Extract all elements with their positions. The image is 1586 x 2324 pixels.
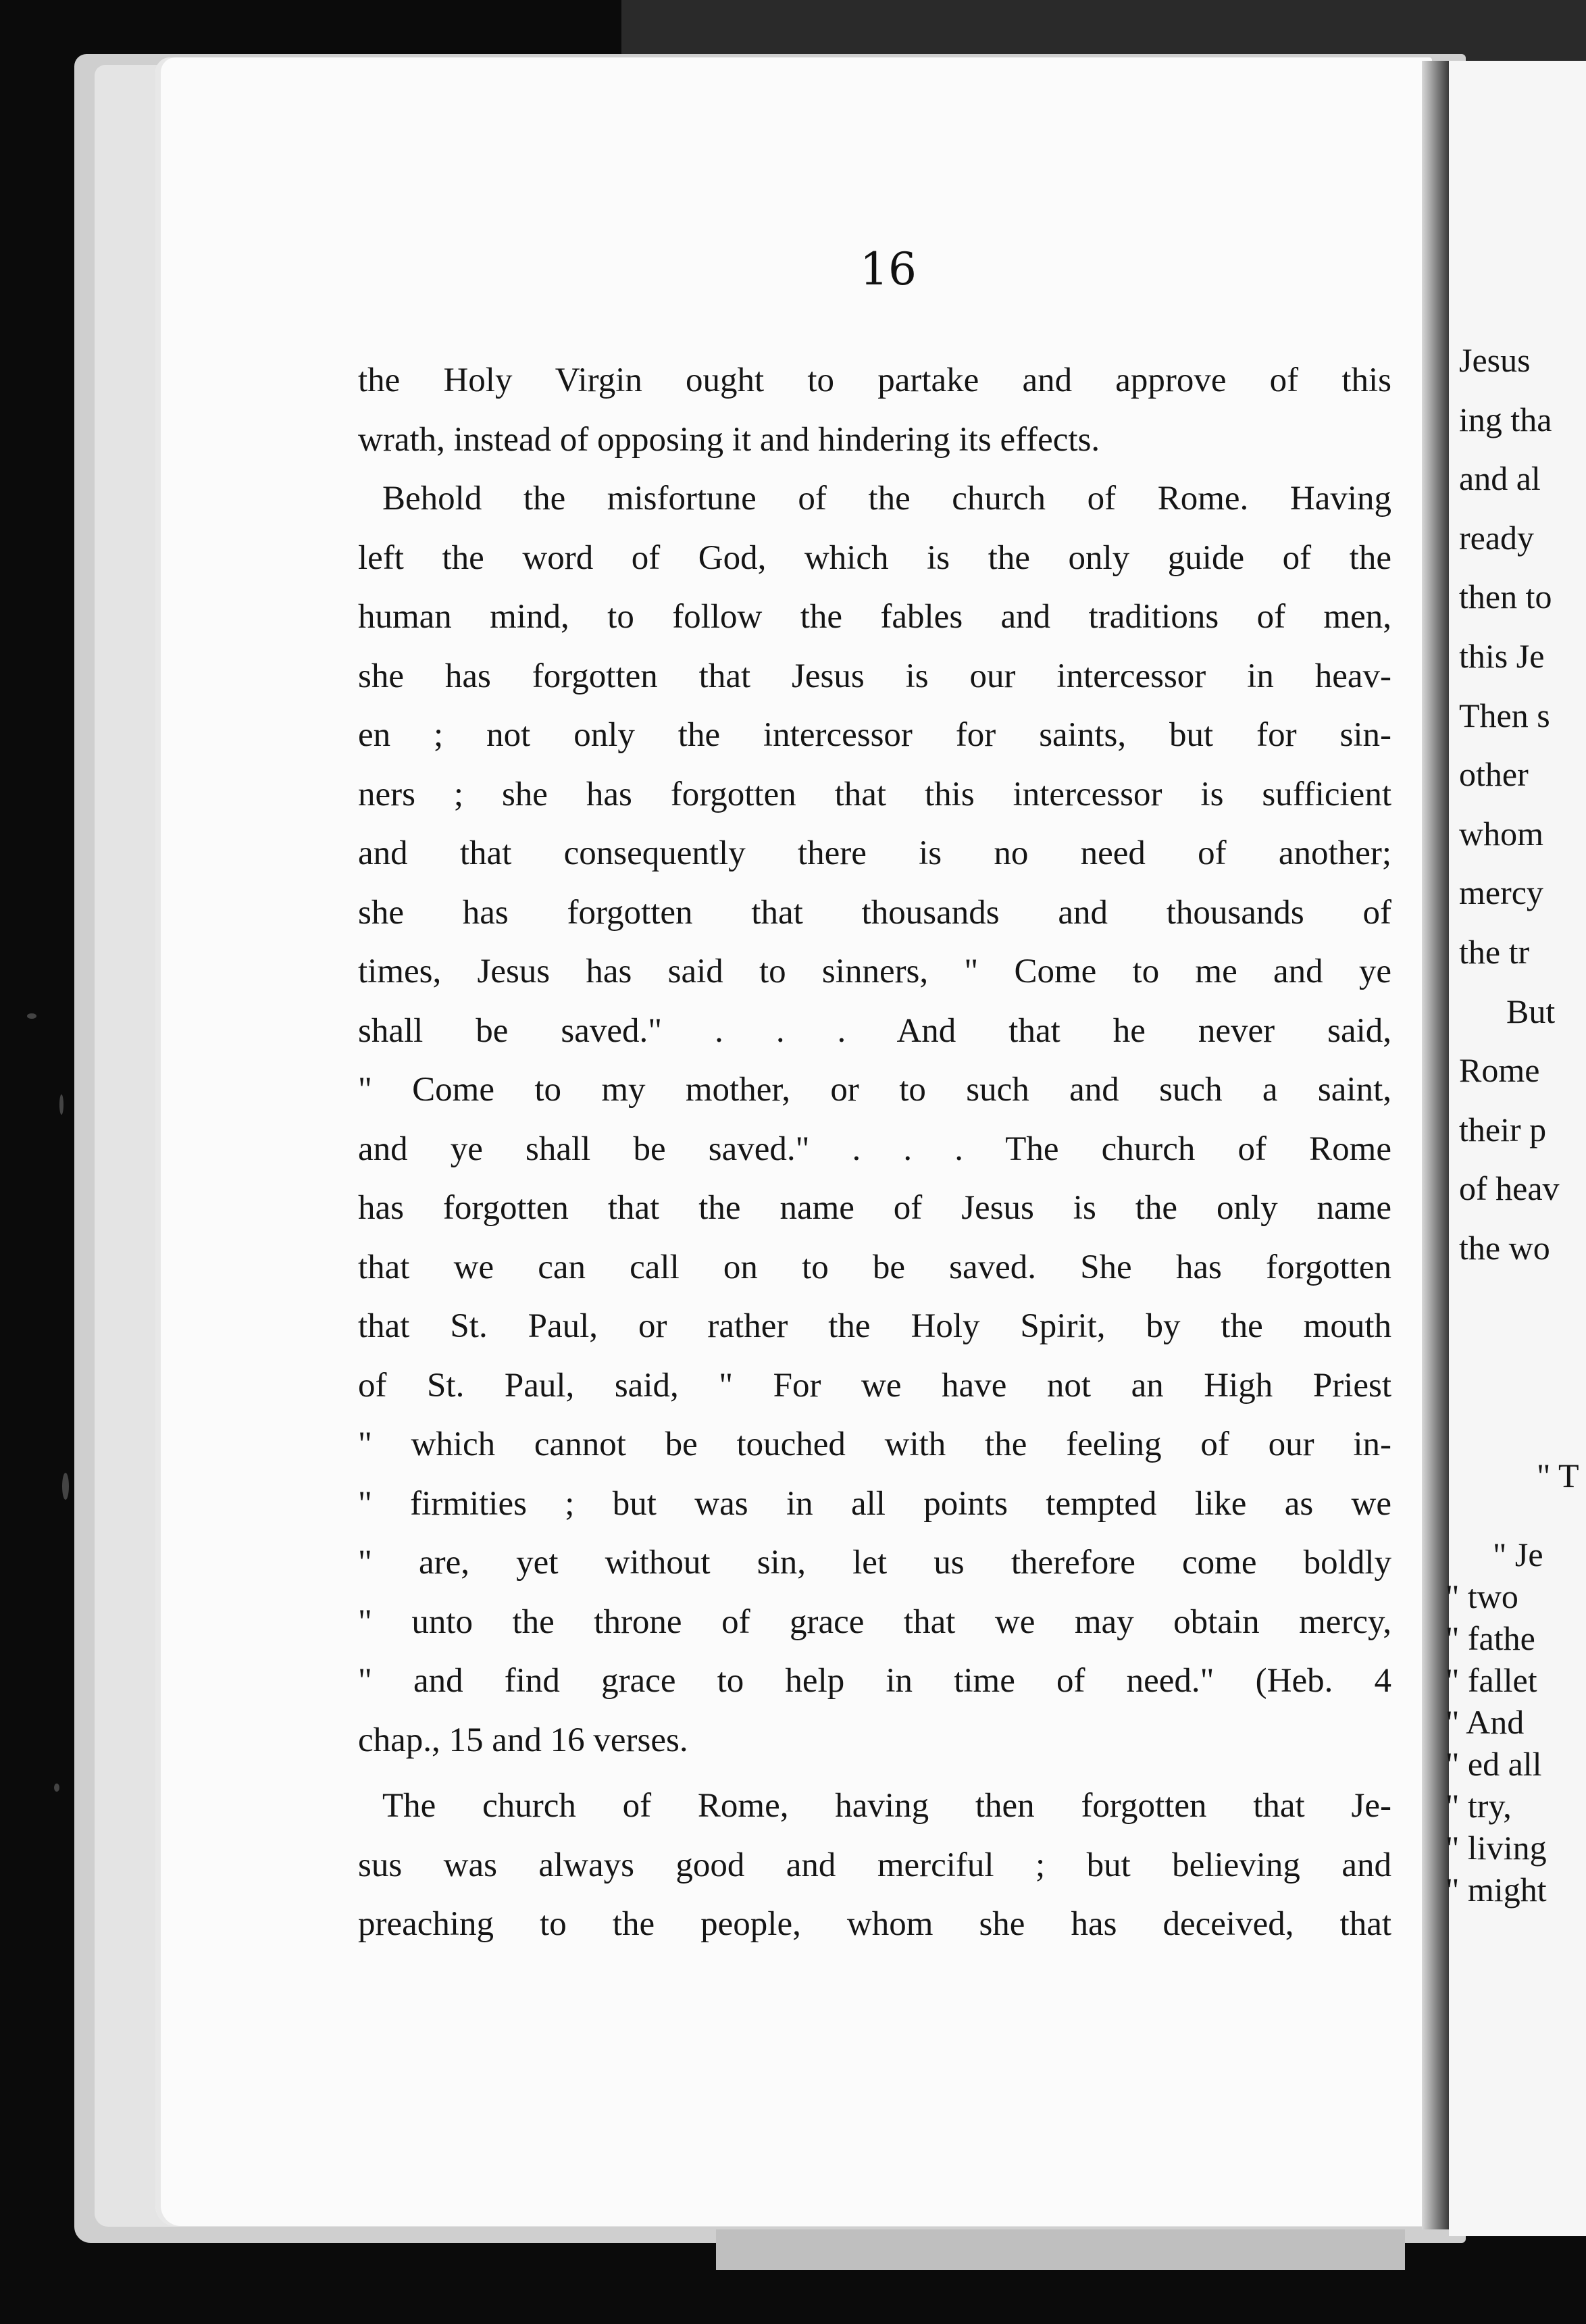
text-line: en ; not only the intercessor for saints, but for sin-: [358, 716, 1391, 754]
facing-quote-line: " fallet: [1446, 1661, 1537, 1699]
text-line: and that consequently there is no need of another;: [358, 834, 1391, 872]
text-line: ners ; she has forgotten that this intercessor is sufficient: [358, 775, 1391, 813]
facing-line: Rome: [1459, 1051, 1540, 1090]
facing-line: the wo: [1459, 1228, 1550, 1267]
facing-quote-line: " Je: [1493, 1536, 1543, 1573]
text-line: " firmities ; but was in all points tempted like as we: [358, 1484, 1391, 1523]
text-line: and ye shall be saved." . . . The church of Rome: [358, 1130, 1391, 1168]
body-text: [358, 351, 1391, 1954]
text-line: that we can call on to be saved. She has forgotten: [358, 1248, 1391, 1286]
facing-line: then to: [1459, 578, 1552, 616]
text-line: " and find grace to help in time of need." (Heb. 4: [358, 1662, 1391, 1700]
facing-line: and al: [1459, 459, 1541, 498]
facing-line: mercy: [1459, 874, 1543, 912]
book-gutter: [1422, 61, 1449, 2229]
facing-page-text: [1459, 331, 1586, 1278]
text-line: times, Jesus has said to sinners, " Come to me and ye: [358, 953, 1391, 990]
scan-speck: [27, 1013, 36, 1019]
text-line: she has forgotten that Jesus is our intercessor in heav-: [358, 657, 1391, 695]
text-line: chap., 15 and 16 verses.: [358, 1721, 688, 1759]
text-line: " are, yet without sin, let us therefore come boldly: [358, 1544, 1391, 1582]
facing-line: Then s: [1459, 696, 1550, 734]
text-line: shall be saved." . . . And that he never said,: [358, 1011, 1391, 1050]
text-line: " unto the throne of grace that we may obtain mercy,: [358, 1602, 1391, 1641]
facing-line: ing tha: [1459, 400, 1552, 438]
scan-background: [621, 0, 1586, 61]
facing-line: the tr: [1459, 932, 1530, 971]
text-line: that St. Paul, or rather the Holy Spirit, by the mouth: [358, 1307, 1391, 1345]
facing-line: But: [1506, 992, 1556, 1030]
text-line: " which cannot be touched with the feeling of our in-: [358, 1425, 1391, 1463]
facing-line: of heav: [1459, 1169, 1560, 1208]
facing-line: ready: [1459, 518, 1535, 557]
text-line: " Come to my mother, or to such and such a saint,: [358, 1071, 1391, 1109]
facing-line: other: [1459, 755, 1529, 794]
text-line: The church of Rome, having then forgotten that Je-: [382, 1787, 1391, 1825]
facing-quote-line: " fathe: [1446, 1619, 1535, 1657]
text-line: human mind, to follow the fables and traditions of men,: [358, 598, 1391, 636]
text-line: sus was always good and merciful ; but believing and: [358, 1846, 1391, 1884]
text-line: Behold the misfortune of the church of Rome. Having: [382, 480, 1391, 517]
facing-quote-line: " And: [1446, 1703, 1525, 1741]
scan-speck: [59, 1094, 63, 1115]
text-line: left the word of God, which is the only guide of the: [358, 538, 1391, 577]
text-line: preaching to the people, whom she has deceived, that: [358, 1905, 1391, 1943]
facing-quote-line: " might: [1446, 1871, 1547, 1909]
facing-page-quote: [1446, 1534, 1586, 1911]
page-bottom-edge: [716, 2229, 1405, 2270]
scan-speck: [54, 1784, 59, 1792]
facing-line: this Je: [1459, 636, 1545, 675]
text-line: of St. Paul, said, " For we have not an High Priest: [358, 1366, 1391, 1405]
facing-line: Jesus: [1459, 341, 1531, 379]
facing-quote-line: " try,: [1446, 1787, 1512, 1825]
text-line: the Holy Virgin ought to partake and approve of this: [358, 361, 1391, 399]
text-line: has forgotten that the name of Jesus is the only name: [358, 1189, 1391, 1227]
text-line: she has forgotten that thousands and thousands of: [358, 893, 1391, 932]
page-number: 16: [860, 243, 917, 295]
scan-speck: [62, 1473, 69, 1500]
facing-line: whom: [1459, 814, 1543, 853]
facing-quote-line: " living: [1446, 1829, 1547, 1867]
facing-line: their p: [1459, 1110, 1547, 1148]
facing-quote-fragment: " T: [1537, 1457, 1579, 1494]
facing-quote-line: " two: [1446, 1577, 1518, 1615]
facing-quote-line: " ed all: [1446, 1745, 1542, 1783]
text-line: wrath, instead of opposing it and hindering its effects.: [358, 420, 1100, 459]
